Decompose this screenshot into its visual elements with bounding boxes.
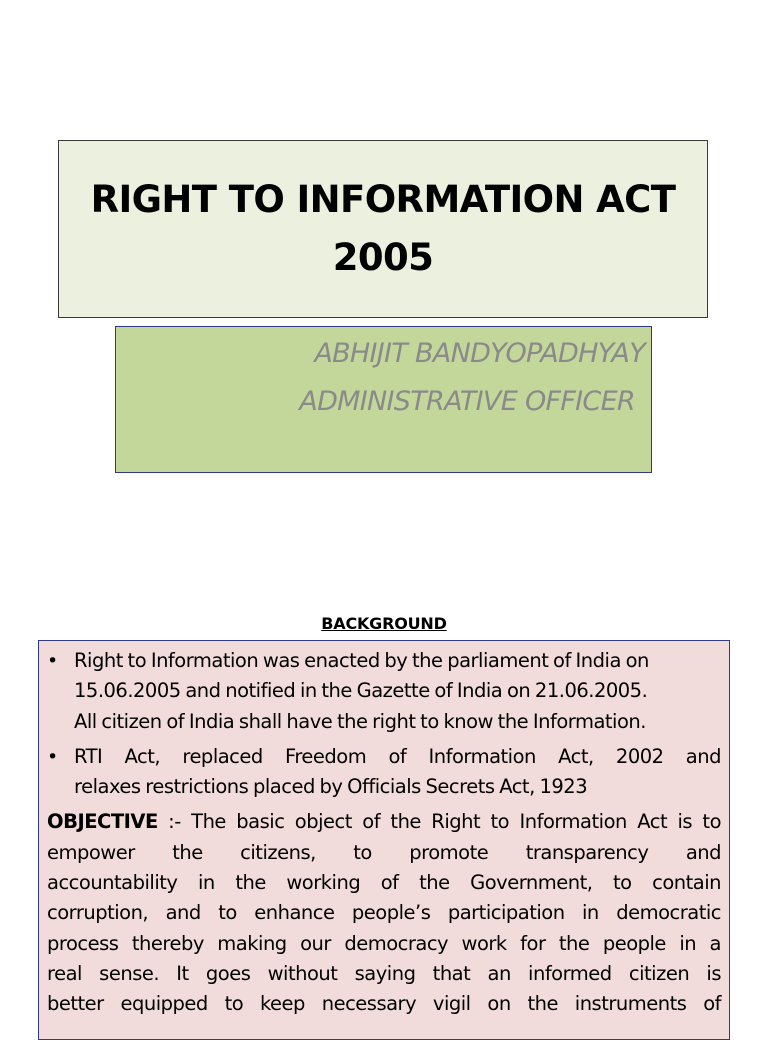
objective-line: better equipped to keep necessary vigil on the instruments of bbox=[47, 992, 721, 1016]
objective-paragraph bbox=[47, 807, 721, 1019]
objective-line: process thereby making our democracy work for the people in a bbox=[47, 931, 721, 955]
subtitle-box bbox=[115, 326, 652, 473]
bullet-item bbox=[47, 742, 721, 803]
objective-line: empower the citizens, to promote transparency and bbox=[47, 840, 721, 864]
background-content-box bbox=[38, 640, 730, 1040]
author-name: ABHIJIT BANDYOPADHYAY bbox=[314, 338, 645, 369]
bullet-line: relaxes restrictions placed by Officials Secrets Act, 1923 bbox=[74, 775, 588, 799]
objective-line: real sense. It goes without saying that an informed citizen is bbox=[47, 961, 721, 985]
slide-title-line-2: 2005 bbox=[332, 236, 434, 279]
bullet-icon: • bbox=[47, 745, 58, 768]
bullet-item bbox=[47, 646, 721, 737]
bullet-line: 15.06.2005 and notified in the Gazette of India on 21.06.2005. bbox=[74, 679, 648, 703]
objective-label: OBJECTIVE bbox=[47, 810, 158, 834]
slide-title-line-1: RIGHT TO INFORMATION ACT bbox=[90, 178, 676, 221]
author-designation: ADMINISTRATIVE OFFICER bbox=[299, 386, 635, 417]
section-heading-background: BACKGROUND bbox=[321, 614, 447, 633]
bullet-line: RTI Act, replaced Freedom of Information Act, 2002 and bbox=[74, 744, 721, 768]
objective-line: accountability in the working of the Government, to contain bbox=[47, 871, 721, 895]
title-box bbox=[58, 140, 708, 318]
objective-text: :- The basic object of the Right to Information Act is to bbox=[157, 810, 721, 834]
bullet-line: All citizen of India shall have the right to know the Information. bbox=[74, 709, 646, 733]
objective-line: corruption, and to enhance people’s participation in democratic bbox=[47, 901, 721, 925]
objective-line bbox=[47, 807, 721, 837]
bullet-icon: • bbox=[47, 650, 58, 672]
bullet-line: Right to Information was enacted by the parliament of India on bbox=[74, 649, 649, 672]
